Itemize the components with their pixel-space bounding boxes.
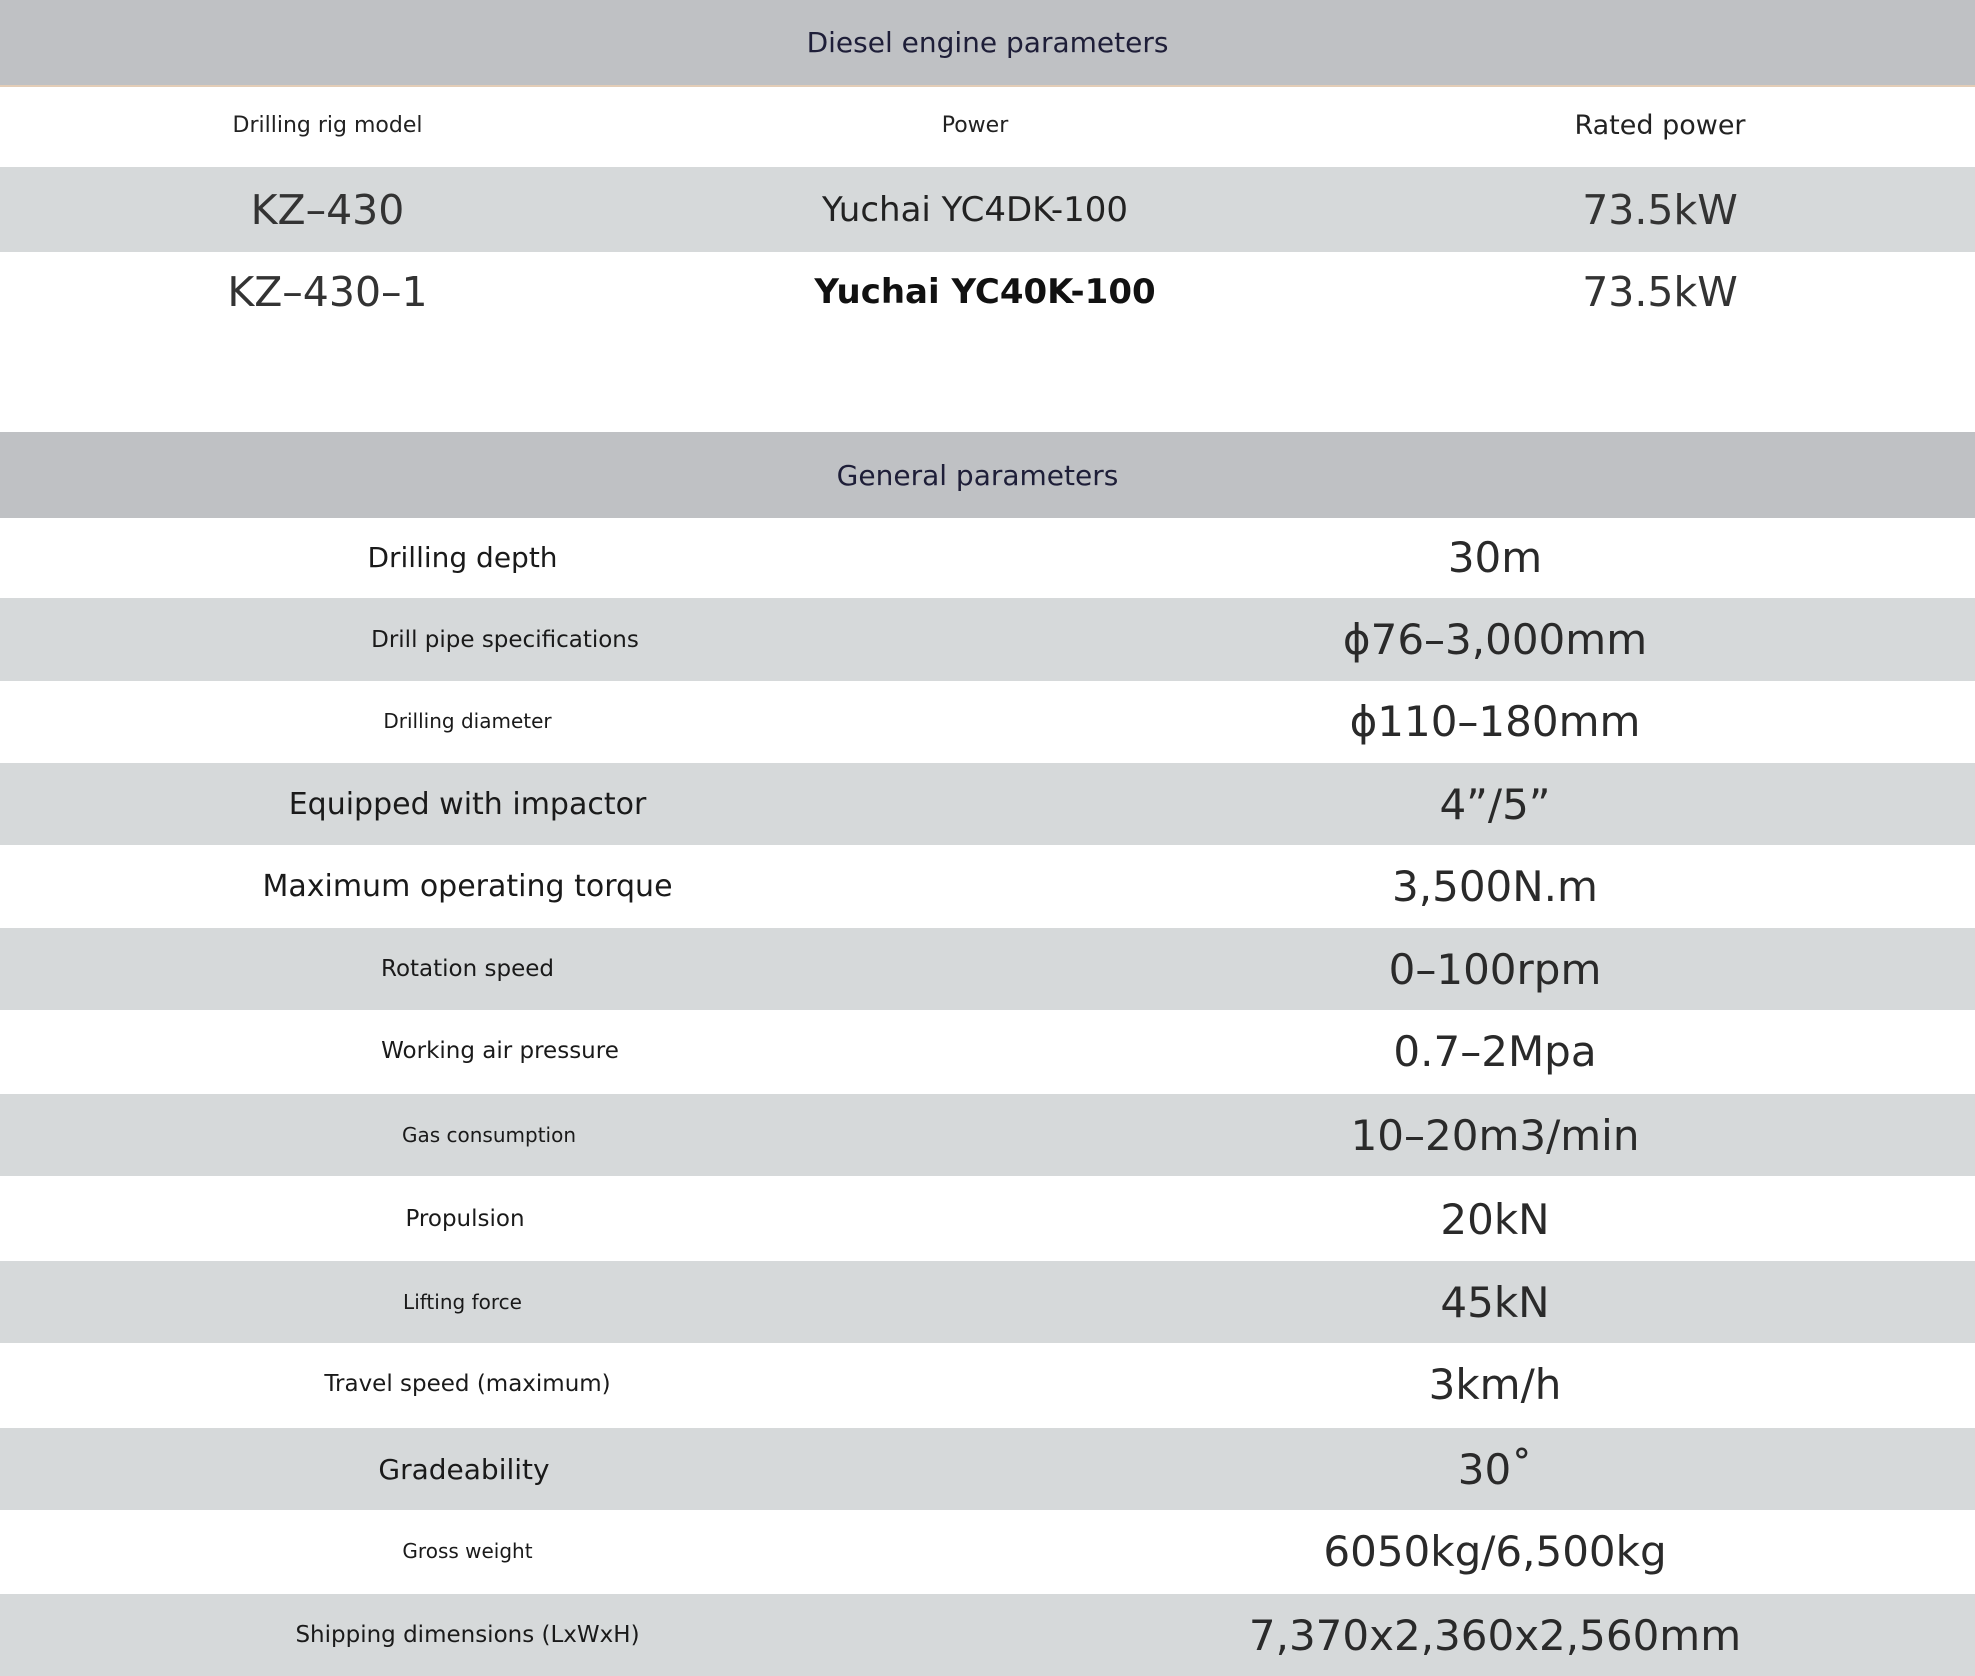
param-value: 45kN	[1440, 1277, 1550, 1327]
param-label: Propulsion	[405, 1206, 525, 1232]
general-section-header	[0, 432, 1975, 518]
param-label: Drilling diameter	[383, 709, 552, 733]
param-value: 6050kg/6,500kg	[1323, 1526, 1667, 1576]
rated-power-cell: 73.5kW	[1582, 185, 1738, 234]
header-power: Power	[941, 113, 1009, 138]
param-value: 7,370x2,360x2,560mm	[1248, 1610, 1742, 1660]
table-row	[0, 1594, 1975, 1676]
param-value: 30˚	[1457, 1444, 1533, 1494]
param-label: Lifting force	[403, 1290, 522, 1314]
table-row	[0, 1510, 1975, 1592]
param-value: 3,500N.m	[1392, 861, 1598, 911]
param-label: Gas consumption	[401, 1123, 577, 1147]
param-value: ϕ110–180mm	[1349, 696, 1641, 746]
table-row	[0, 1261, 1975, 1343]
rated-power-cell: 73.5kW	[1582, 268, 1738, 316]
power-cell: Yuchai YC40K-100	[814, 272, 1156, 312]
param-value: 0.7–2Mpa	[1393, 1026, 1597, 1076]
table-row	[0, 1343, 1975, 1425]
diesel-section-title: Diesel engine parameters	[806, 26, 1169, 59]
param-label: Travel speed (maximum)	[324, 1371, 611, 1397]
general-section-title: General parameters	[836, 458, 1119, 492]
param-value: 20kN	[1440, 1194, 1550, 1244]
param-label: Maximum operating torque	[262, 868, 673, 904]
param-label: Gross weight	[402, 1539, 533, 1563]
table-row	[0, 845, 1975, 927]
diesel-header-row	[0, 87, 1975, 164]
table-row	[0, 1010, 1975, 1092]
param-value: ϕ76–3,000mm	[1342, 615, 1648, 664]
table-row	[0, 518, 1975, 596]
param-label: Shipping dimensions (LxWxH)	[295, 1622, 640, 1648]
param-label: Drill pipe specifications	[371, 626, 639, 653]
table-row	[0, 928, 1975, 1010]
param-label: Equipped with impactor	[288, 786, 647, 822]
model-cell: KZ–430–1	[227, 268, 428, 316]
table-row	[0, 1178, 1975, 1260]
param-value: 0–100rpm	[1388, 944, 1602, 994]
table-row	[0, 598, 1975, 681]
model-cell: KZ–430	[250, 185, 405, 234]
table-row	[0, 1428, 1975, 1510]
power-cell: Yuchai YC4DK-100	[821, 189, 1129, 230]
param-label: Gradeability	[378, 1452, 550, 1486]
param-value: 10–20m3/min	[1350, 1110, 1640, 1160]
header-rated-power: Rated power	[1574, 110, 1746, 141]
header-drilling-rig-model: Drilling rig model	[232, 113, 423, 138]
table-row	[0, 681, 1975, 761]
diesel-section-header	[0, 0, 1975, 87]
table-row	[0, 763, 1975, 845]
table-row	[0, 1094, 1975, 1176]
param-label: Drilling depth	[367, 540, 558, 574]
table-row	[0, 252, 1975, 332]
table-row	[0, 167, 1975, 252]
param-value: 3km/h	[1428, 1359, 1562, 1409]
param-label: Working air pressure	[381, 1038, 619, 1064]
param-label: Rotation speed	[381, 956, 554, 982]
param-value: 30m	[1447, 532, 1543, 582]
param-value: 4”/5”	[1439, 779, 1551, 829]
